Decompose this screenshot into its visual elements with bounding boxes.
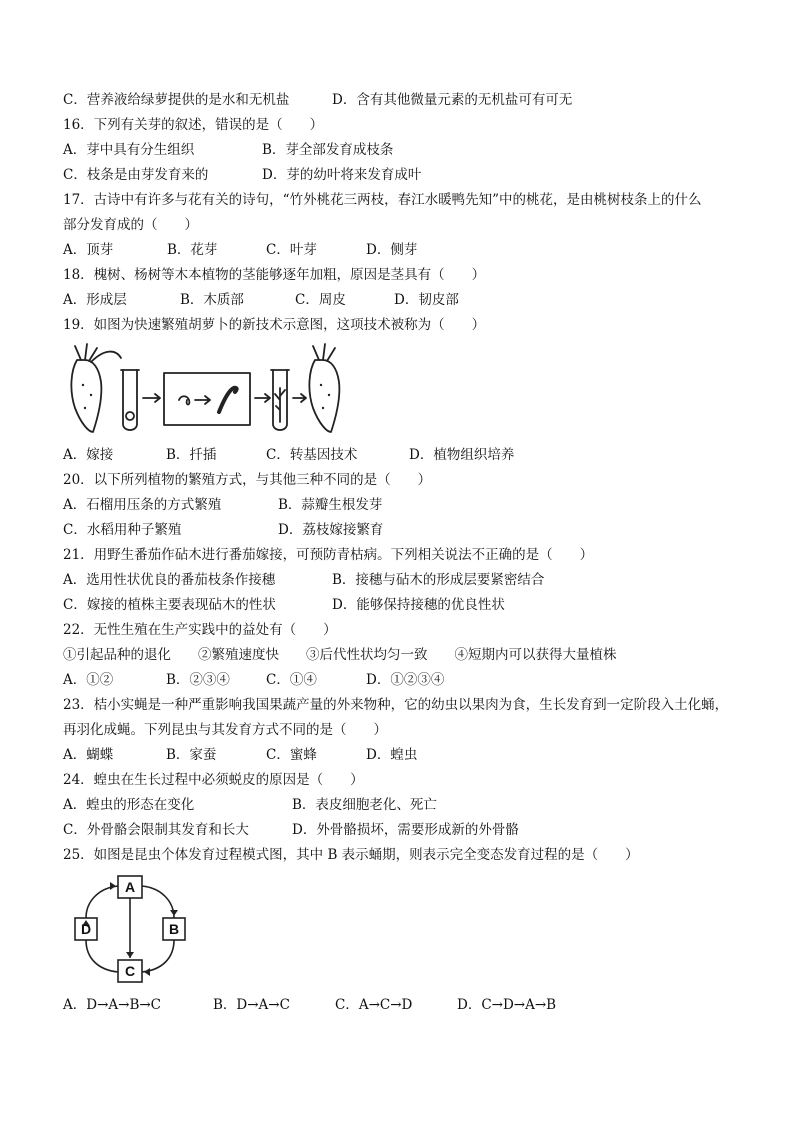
q17-option-d: D．侧芽 bbox=[366, 242, 418, 258]
q20-stem: 20．以下所列植物的繁殖方式，与其他三种不同的是（ ） bbox=[63, 472, 432, 488]
insect-development-diagram bbox=[70, 870, 190, 988]
q18-option-b: B．木质部 bbox=[180, 292, 244, 308]
q23-stem-line1: 23．桔小实蝇是一种严重影响我国果蔬产量的外来物种，它的幼虫以果肉为食，生长发育到一定阶段入土化蛹， bbox=[63, 697, 729, 713]
q18-stem: 18．槐树、杨树等木本植物的茎能够逐年加粗，原因是茎具有（ ） bbox=[63, 267, 486, 283]
q23-stem-line2: 再羽化成蝇。下列昆虫与其发育方式不同的是（ ） bbox=[63, 722, 387, 738]
stage-label-c: C bbox=[124, 963, 136, 979]
q22-stem: 22．无性生殖在生产实践中的益处有（ ） bbox=[63, 622, 337, 638]
q21-stem: 21．用野生番茄作砧木进行番茄嫁接，可预防青枯病。下列相关说法不正确的是（ ） bbox=[63, 547, 594, 563]
stage-label-d: D bbox=[80, 921, 92, 937]
q19-option-b: B．扦插 bbox=[166, 447, 217, 463]
q21-option-c: C．嫁接的植株主要表现砧木的性状 bbox=[63, 597, 276, 613]
q20-option-d: D．荔枝嫁接繁育 bbox=[278, 522, 384, 538]
q24-option-c: C．外骨骼会限制其发育和长大 bbox=[63, 822, 249, 838]
q20-option-c: C．水稻用种子繁殖 bbox=[63, 522, 182, 538]
q25-option-c: C．A→C→D bbox=[335, 997, 413, 1013]
q23-option-a: A．蝴蝶 bbox=[63, 747, 114, 763]
carrot-icon bbox=[309, 360, 339, 432]
q19-stem: 19．如图为快速繁殖胡萝卜的新技术示意图，这项技术被称为（ ） bbox=[63, 317, 486, 333]
q24-option-a: A．蝗虫的形态在变化 bbox=[63, 797, 195, 813]
q18-option-a: A．形成层 bbox=[63, 292, 127, 308]
q17-stem-line1: 17．古诗中有许多与花有关的诗句，“竹外桃花三两枝，春江水暖鸭先知”中的桃花，是由桃树枝条上的什么 bbox=[63, 192, 702, 208]
q17-option-b: B．花芽 bbox=[167, 242, 218, 258]
q19-option-c: C．转基因技术 bbox=[266, 447, 358, 463]
q22-option-b: B．②③④ bbox=[166, 672, 230, 688]
q24-option-d: D．外骨骼损坏，需要形成新的外骨骼 bbox=[292, 822, 519, 838]
q19-option-d: D．植物组织培养 bbox=[409, 447, 515, 463]
q17-option-a: A．顶芽 bbox=[63, 242, 114, 258]
q15-option-d: D．含有其他微量元素的无机盐可有可无 bbox=[332, 92, 573, 108]
stage-label-b: B bbox=[168, 921, 180, 937]
q25-stem: 25．如图是昆虫个体发育过程模式图，其中 B 表示蛹期，则表示完全变态发育过程的是（ ） bbox=[63, 847, 639, 863]
q23-option-c: C．蜜蜂 bbox=[266, 747, 317, 763]
q22-statements: ①引起品种的退化 ②繁殖速度快 ③后代性状均匀一致 ④短期内可以获得大量植株 bbox=[63, 647, 617, 663]
q16-option-a: A．芽中具有分生组织 bbox=[63, 142, 195, 158]
q16-stem: 16．下列有关芽的叙述，错误的是（ ） bbox=[63, 117, 324, 133]
q25-option-d: D．C→D→A→B bbox=[457, 997, 557, 1013]
q20-option-b: B．蒜瓣生根发芽 bbox=[278, 497, 383, 513]
q25-option-b: B．D→A→C bbox=[213, 997, 290, 1013]
q16-option-d: D．芽的幼叶将来发育成叶 bbox=[262, 167, 422, 183]
q22-option-a: A．①② bbox=[63, 672, 114, 688]
q19-option-a: A．嫁接 bbox=[63, 447, 114, 463]
carrot-tissue-culture-figure bbox=[63, 340, 343, 435]
carrot-icon bbox=[71, 360, 101, 432]
culture-dish-icon bbox=[164, 373, 250, 425]
q21-option-d: D．能够保持接穗的优良性状 bbox=[332, 597, 505, 613]
q23-option-d: D．蝗虫 bbox=[366, 747, 418, 763]
q22-option-d: D．①②③④ bbox=[366, 672, 445, 688]
stage-label-a: A bbox=[124, 879, 136, 895]
q18-option-c: C．周皮 bbox=[295, 292, 346, 308]
test-tube-icon bbox=[123, 370, 137, 430]
q25-option-a: A．D→A→B→C bbox=[63, 997, 162, 1013]
q21-option-a: A．选用性状优良的番茄枝条作接穗 bbox=[63, 572, 276, 588]
q23-option-b: B．家蚕 bbox=[166, 747, 217, 763]
q21-option-b: B．接穗与砧木的形成层要紧密结合 bbox=[332, 572, 545, 588]
q22-option-c: C．①④ bbox=[266, 672, 317, 688]
q16-option-c: C．枝条是由芽发育来的 bbox=[63, 167, 209, 183]
q18-option-d: D．韧皮部 bbox=[394, 292, 459, 308]
q20-option-a: A．石榴用压条的方式繁殖 bbox=[63, 497, 222, 513]
q17-stem-line2: 部分发育成的（ ） bbox=[63, 217, 198, 233]
q16-option-b: B．芽全部发育成枝条 bbox=[262, 142, 394, 158]
q24-stem: 24．蝗虫在生长过程中必须蜕皮的原因是（ ） bbox=[63, 772, 364, 788]
q17-option-c: C．叶芽 bbox=[266, 242, 317, 258]
q24-option-b: B．表皮细胞老化、死亡 bbox=[292, 797, 437, 813]
q15-option-c: C．营养液给绿萝提供的是水和无机盐 bbox=[63, 92, 290, 108]
